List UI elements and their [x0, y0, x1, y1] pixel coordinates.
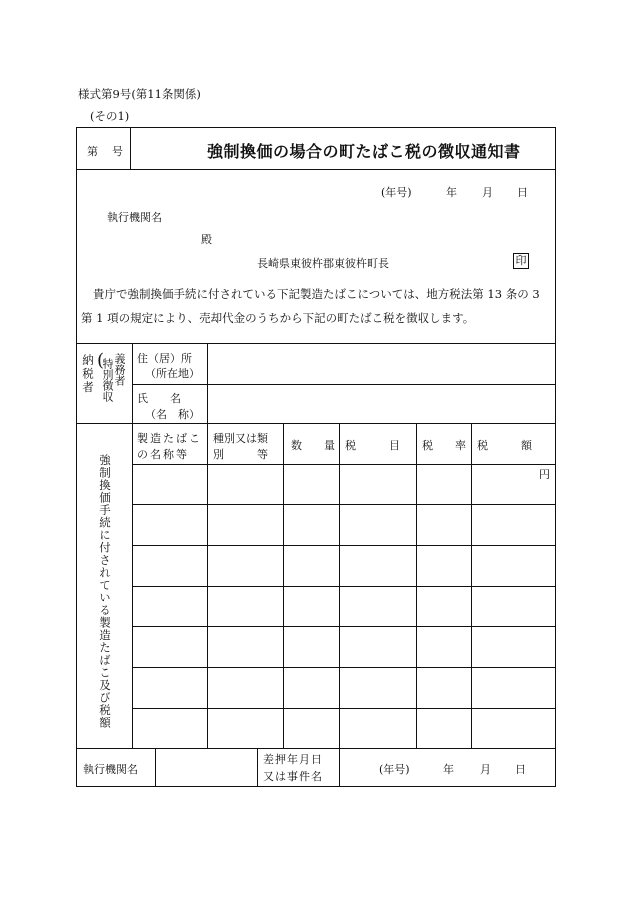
divider	[77, 423, 555, 424]
divider	[257, 748, 258, 787]
number-suffix: 号	[112, 145, 123, 158]
divider	[132, 504, 555, 505]
divider	[283, 423, 284, 748]
divider	[130, 128, 131, 169]
name-field[interactable]	[208, 385, 554, 422]
divider	[132, 343, 133, 748]
header-tax-item: 税 目	[345, 439, 400, 452]
header-type-1: 種別又は類	[213, 432, 268, 445]
header-product-name-1: 製造たばこ	[137, 432, 202, 445]
exec-org-field[interactable]	[156, 749, 256, 786]
obligor-label: 義務者	[113, 353, 126, 386]
document-title: 強制換価の場合の町たばこ税の徴収通知書	[207, 142, 521, 161]
notice-body-line-2: 第 1 項の規定により、売却代金のうちから下記の町たばこ税を徴収します。	[81, 311, 475, 325]
date-year-label: 年	[446, 186, 457, 199]
divider	[77, 748, 555, 749]
name-sub-label: （名 称）	[145, 408, 200, 421]
form-frame	[76, 127, 556, 787]
footer-exec-org-label: 執行機関名	[83, 763, 138, 776]
header-tax-rate: 税 率	[422, 439, 466, 452]
address-sub-label: （所在地）	[145, 367, 200, 380]
footer-date-day: 日	[515, 763, 526, 776]
divider	[207, 423, 208, 748]
table-side-label: 強制換価手続に付されている製造たばこ及び税額	[98, 454, 112, 729]
divider	[132, 586, 555, 587]
divider	[416, 423, 417, 748]
header-product-name-2: の名称等	[137, 448, 189, 461]
issuer-name: 長崎県東彼杵郡東彼杵町長	[257, 257, 389, 270]
yen-unit: 円	[539, 468, 550, 481]
footer-date-month: 月	[480, 763, 491, 776]
case-name-label: 又は事件名	[263, 770, 323, 783]
form-number-label: 様式第9号(第11条関係)	[78, 87, 201, 101]
date-day-label: 日	[517, 186, 528, 199]
divider	[132, 626, 555, 627]
honorific-dono: 殿	[201, 233, 212, 246]
footer-date-year: 年	[443, 763, 454, 776]
divider	[471, 423, 472, 748]
divider	[77, 169, 555, 170]
date-era: (年号)	[381, 186, 412, 199]
footer-date-era: (年号)	[379, 763, 410, 776]
name-label: 氏 名	[137, 392, 181, 405]
divider	[339, 748, 340, 787]
header-tax-amount: 税 額	[477, 439, 532, 452]
seal-mark: 印	[513, 253, 529, 269]
divider	[132, 464, 555, 465]
number-prefix: 第	[87, 145, 98, 158]
address-field[interactable]	[208, 344, 554, 383]
taxpayer-label: 納税者	[81, 354, 95, 395]
notice-body-line-1: 貴庁で強制換価手続に付されている下記製造たばこについては、地方税法第 13 条の 3	[93, 287, 540, 301]
divider	[132, 545, 555, 546]
special-collection-label: 特別徴収	[101, 358, 114, 402]
address-label: 住（居）所	[137, 352, 192, 365]
exec-org-name-label: 執行機関名	[107, 211, 162, 224]
bracket-open: (	[97, 350, 105, 371]
divider	[132, 708, 555, 709]
form-part-label: (その1)	[90, 109, 130, 123]
seizure-date-label: 差押年月日	[263, 753, 323, 766]
date-month-label: 月	[482, 186, 493, 199]
divider	[132, 667, 555, 668]
header-type-2: 別 等	[213, 448, 268, 461]
header-quantity: 数 量	[291, 439, 335, 452]
divider	[339, 423, 340, 748]
